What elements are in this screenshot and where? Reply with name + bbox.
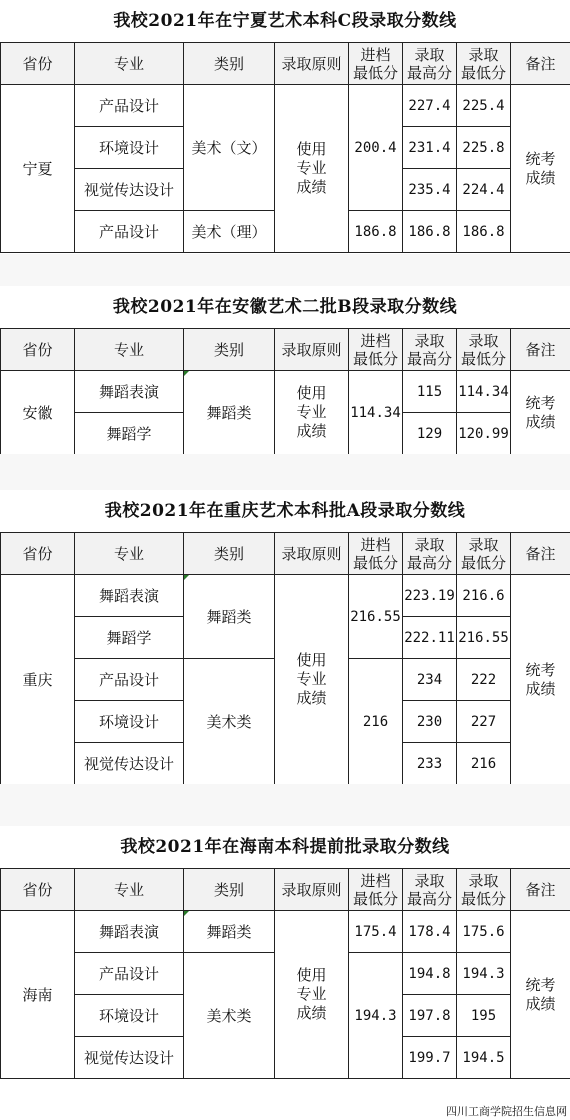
category-cell: 美术（文） xyxy=(184,85,275,211)
section-title: 我校2021年在宁夏艺术本科C段录取分数线 xyxy=(113,11,457,31)
section-gap xyxy=(0,254,570,286)
header-row xyxy=(1,329,570,371)
major-cell: 产品设计 xyxy=(75,211,184,253)
header-principle: 录取原则 xyxy=(275,869,349,911)
header-province: 省份 xyxy=(1,43,75,85)
header-admit-max: 录取 最高分 xyxy=(403,533,457,575)
header-file-min: 进档 最低分 xyxy=(349,43,403,85)
header-major: 专业 xyxy=(75,869,184,911)
category-cell: 美术类 xyxy=(184,659,275,785)
major-cell: 环境设计 xyxy=(75,127,184,169)
remark-cell: 统考 成绩 xyxy=(511,85,570,253)
section-title: 我校2021年在海南本科提前批录取分数线 xyxy=(120,837,450,857)
category-cell: 美术类 xyxy=(184,953,275,1079)
admit-min-cell: 224.4 xyxy=(457,169,511,211)
file-min-cell: 216.55 xyxy=(349,575,403,659)
admit-min-cell: 194.5 xyxy=(457,1037,511,1079)
admit-max-cell: 115 xyxy=(403,371,457,413)
admit-max-cell: 235.4 xyxy=(403,169,457,211)
major-cell: 产品设计 xyxy=(75,659,184,701)
header-admit-min: 录取 最低分 xyxy=(457,43,511,85)
table-row xyxy=(1,85,570,127)
admit-min-cell: 194.3 xyxy=(457,953,511,995)
score-table xyxy=(0,328,570,455)
admit-min-cell: 175.6 xyxy=(457,911,511,953)
header-admit-max: 录取 最高分 xyxy=(403,43,457,85)
header-major: 专业 xyxy=(75,43,184,85)
header-principle: 录取原则 xyxy=(275,43,349,85)
major-cell: 产品设计 xyxy=(75,85,184,127)
province-cell: 重庆 xyxy=(1,575,75,785)
file-min-cell: 186.8 xyxy=(349,211,403,253)
remark-cell: 统考 成绩 xyxy=(511,575,570,785)
admit-max-cell: 197.8 xyxy=(403,995,457,1037)
file-min-cell: 194.3 xyxy=(349,953,403,1079)
category-cell: 舞蹈类 xyxy=(184,575,275,659)
section-hainan xyxy=(0,826,570,1079)
province-cell: 安徽 xyxy=(1,371,75,455)
file-min-cell: 200.4 xyxy=(349,85,403,211)
table-row xyxy=(1,911,570,953)
table-row xyxy=(1,575,570,617)
table-row xyxy=(1,371,570,413)
footer-watermark: 四川工商学院招生信息网 xyxy=(443,1102,570,1120)
principle-cell: 使用 专业 成绩 xyxy=(275,371,349,455)
header-file-min: 进档 最低分 xyxy=(349,533,403,575)
province-cell: 宁夏 xyxy=(1,85,75,253)
major-cell: 舞蹈表演 xyxy=(75,371,184,413)
header-row xyxy=(1,43,570,85)
admit-max-cell: 230 xyxy=(403,701,457,743)
admit-min-cell: 222 xyxy=(457,659,511,701)
admit-max-cell: 199.7 xyxy=(403,1037,457,1079)
major-cell: 舞蹈表演 xyxy=(75,911,184,953)
header-category: 类别 xyxy=(184,43,275,85)
admit-max-cell: 227.4 xyxy=(403,85,457,127)
header-row xyxy=(1,869,570,911)
header-remark: 备注 xyxy=(511,329,570,371)
remark-cell: 统考 成绩 xyxy=(511,911,570,1079)
major-cell: 舞蹈学 xyxy=(75,413,184,455)
admit-max-cell: 186.8 xyxy=(403,211,457,253)
principle-cell: 使用 专业 成绩 xyxy=(275,575,349,785)
major-cell: 视觉传达设计 xyxy=(75,743,184,785)
major-cell: 视觉传达设计 xyxy=(75,169,184,211)
header-admit-min: 录取 最低分 xyxy=(457,329,511,371)
header-file-min: 进档 最低分 xyxy=(349,869,403,911)
admit-min-cell: 195 xyxy=(457,995,511,1037)
section-anhui xyxy=(0,286,570,455)
header-file-min: 进档 最低分 xyxy=(349,329,403,371)
principle-cell: 使用 专业 成绩 xyxy=(275,85,349,253)
section-title: 我校2021年在安徽艺术二批B段录取分数线 xyxy=(112,297,458,317)
header-province: 省份 xyxy=(1,533,75,575)
major-cell: 视觉传达设计 xyxy=(75,1037,184,1079)
section-title: 我校2021年在重庆艺术本科批A段录取分数线 xyxy=(104,501,466,521)
admit-max-cell: 231.4 xyxy=(403,127,457,169)
admit-min-cell: 216 xyxy=(457,743,511,785)
admit-max-cell: 178.4 xyxy=(403,911,457,953)
principle-cell: 使用 专业 成绩 xyxy=(275,911,349,1079)
admit-min-cell: 114.34 xyxy=(457,371,511,413)
major-cell: 产品设计 xyxy=(75,953,184,995)
section-gap xyxy=(0,784,570,826)
header-major: 专业 xyxy=(75,329,184,371)
header-remark: 备注 xyxy=(511,869,570,911)
section-chongqing xyxy=(0,490,570,785)
header-row xyxy=(1,533,570,575)
header-category: 类别 xyxy=(184,533,275,575)
province-cell: 海南 xyxy=(1,911,75,1079)
file-min-cell: 216 xyxy=(349,659,403,785)
header-principle: 录取原则 xyxy=(275,533,349,575)
admit-min-cell: 225.8 xyxy=(457,127,511,169)
score-table xyxy=(0,868,570,1079)
section-gap xyxy=(0,454,570,490)
admit-min-cell: 216.55 xyxy=(457,617,511,659)
header-remark: 备注 xyxy=(511,533,570,575)
admit-min-cell: 216.6 xyxy=(457,575,511,617)
major-cell: 环境设计 xyxy=(75,701,184,743)
admit-min-cell: 225.4 xyxy=(457,85,511,127)
header-province: 省份 xyxy=(1,869,75,911)
admit-max-cell: 233 xyxy=(403,743,457,785)
remark-cell: 统考 成绩 xyxy=(511,371,570,455)
admit-max-cell: 234 xyxy=(403,659,457,701)
admit-min-cell: 120.99 xyxy=(457,413,511,455)
header-category: 类别 xyxy=(184,869,275,911)
major-cell: 舞蹈表演 xyxy=(75,575,184,617)
admit-max-cell: 194.8 xyxy=(403,953,457,995)
major-cell: 环境设计 xyxy=(75,995,184,1037)
admit-min-cell: 186.8 xyxy=(457,211,511,253)
header-admit-min: 录取 最低分 xyxy=(457,533,511,575)
header-admit-max: 录取 最高分 xyxy=(403,869,457,911)
category-cell: 舞蹈类 xyxy=(184,911,275,953)
file-min-cell: 175.4 xyxy=(349,911,403,953)
admit-max-cell: 129 xyxy=(403,413,457,455)
score-table xyxy=(0,532,570,785)
header-category: 类别 xyxy=(184,329,275,371)
admit-max-cell: 223.19 xyxy=(403,575,457,617)
admit-min-cell: 227 xyxy=(457,701,511,743)
score-table xyxy=(0,42,570,253)
header-province: 省份 xyxy=(1,329,75,371)
file-min-cell: 114.34 xyxy=(349,371,403,455)
header-remark: 备注 xyxy=(511,43,570,85)
admit-max-cell: 222.11 xyxy=(403,617,457,659)
header-admit-min: 录取 最低分 xyxy=(457,869,511,911)
section-ningxia xyxy=(0,0,570,253)
header-major: 专业 xyxy=(75,533,184,575)
header-admit-max: 录取 最高分 xyxy=(403,329,457,371)
header-principle: 录取原则 xyxy=(275,329,349,371)
category-cell: 舞蹈类 xyxy=(184,371,275,455)
major-cell: 舞蹈学 xyxy=(75,617,184,659)
category-cell: 美术（理） xyxy=(184,211,275,253)
